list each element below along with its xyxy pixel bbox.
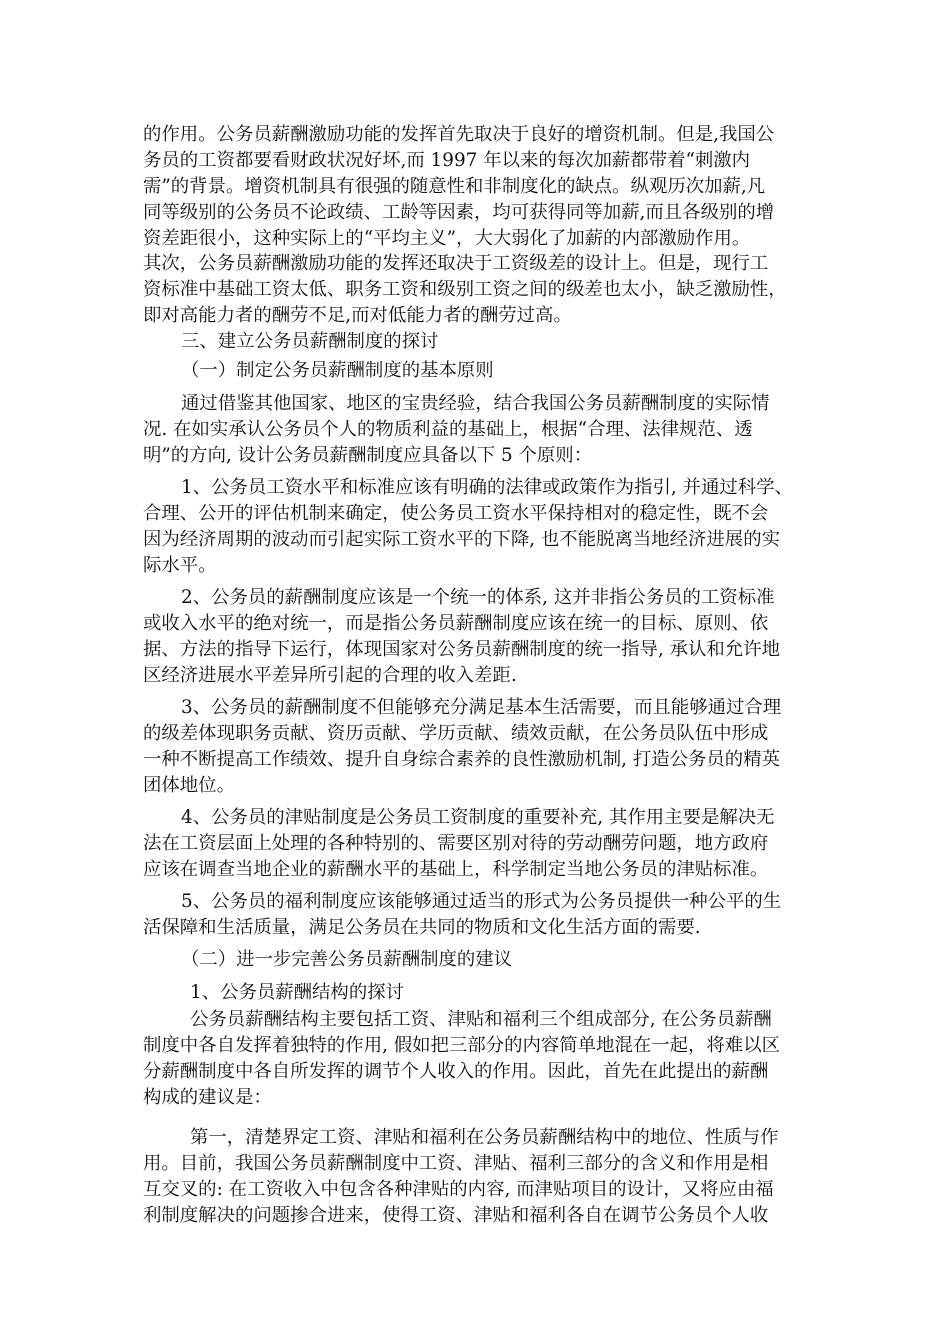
text-line: 应该在调查当地企业的薪酬水平的基础上，科学制定当地公务员的津贴标准。 [143,859,769,880]
text-line: 4、公务员的津贴制度是公务员工资制度的重要补充, 其作用主要是解决无 [181,807,775,828]
section-heading: 三、建立公务员薪酬制度的探讨 [181,331,439,352]
text-line: 同等级别的公务员不论政绩、工龄等因素，均可获得同等加薪,而且各级别的增 [143,202,775,223]
text-line: 况. 在如实承认公务员个人的物质利益的基础上，根据“合理、法律规范、透 [143,419,753,440]
text-line: 其次，公务员薪酬激励功能的发挥还取决于工资级差的设计上。但是，现行工 [143,253,769,274]
text-line: 利制度解决的问题掺合进来，使得工资、津贴和福利各自在调节公务员个人收 [143,1205,769,1226]
text-line: 互交叉的: 在工资收入中包含各种津贴的内容, 而津贴项目的设计，又将应由福 [143,1179,774,1200]
text-line: 制度中各自发挥着独特的作用, 假如把三部分的内容简单地混在一起，将难以区 [143,1035,780,1056]
text-line: 的级差体现职务贡献、资历贡献、学历贡献、绩效贡献，在公务员队伍中形成 [143,723,769,744]
text-line: 法在工资层面上处理的各种特别的、需要区别对待的劳动酬劳问题，地方政府 [143,833,769,854]
text-line: 因为经济周期的波动而引起实际工资水平的下降, 也不能脱离当地经济进展的实 [143,529,780,550]
text-line: 5、公务员的福利制度应该能够通过适当的形式为公务员提供一种公平的生 [181,891,782,912]
text-line: 据、方法的指导下运行，体现国家对公务员薪酬制度的统一指导, 承认和允许地 [143,639,780,660]
text-line: 公务员薪酬结构主要包括工资、津贴和福利三个组成部分, 在公务员薪酬 [190,1009,772,1030]
text-line: 或收入水平的绝对统一，而是指公务员薪酬制度应该在统一的目标、原则、依 [143,613,769,634]
subsection-heading: （一）制定公务员薪酬制度的基本原则 [181,360,494,381]
item-heading: 1、公务员薪酬结构的探讨 [190,982,404,1003]
text-line: 1、公务员工资水平和标准应该有明确的法律或政策作为指引, 并通过科学、 [181,477,793,498]
text-line: 第一，清楚界定工资、津贴和福利在公务员薪酬结构中的地位、性质与作 [190,1127,779,1148]
text-line: 资标准中基础工资太低、职务工资和级别工资之间的级差也太小，缺乏激励性， [143,279,787,300]
text-line: 务员的工资都要看财政状况好坏,而 1997 年以来的每次加薪都带着“刺激内 [143,150,751,171]
text-line: 明”的方向, 设计公务员薪酬制度应具备以下 5 个原则： [143,445,593,466]
text-line: 2、公务员的薪酬制度应该是一个统一的体系, 这并非指公务员的工资标准 [181,587,775,608]
text-line: 际水平。 [143,555,217,576]
text-line: 需”的背景。增资机制具有很强的随意性和非制度化的缺点。纵观历次加薪,凡 [143,176,766,197]
text-line: 用。目前，我国公务员薪酬制度中工资、津贴、福利三部分的含义和作用是相 [143,1153,769,1174]
text-line: 的作用。公务员薪酬激励功能的发挥首先取决于良好的增资机制。但是,我国公 [143,124,775,145]
text-line: 通过借鉴其他国家、地区的宝贵经验，结合我国公务员薪酬制度的实际情 [181,393,770,414]
text-line: 合理、公开的评估机制来确定，使公务员工资水平保持相对的稳定性，既不会 [143,503,769,524]
text-line: 区经济进展水平差异所引起的合理的收入差距. [143,665,517,686]
text-line: 分薪酬制度中各自所发挥的调节个人收入的作用。因此，首先在此提出的薪酬 [143,1061,769,1082]
text-line: 3、公务员的薪酬制度不但能够充分满足基本生活需要，而且能够通过合理 [181,697,782,718]
text-line: 活保障和生活质量，满足公务员在共同的物质和文化生活方面的需要. [143,917,701,938]
text-line: 构成的建议是： [143,1087,272,1108]
text-line: 团体地位。 [143,775,235,796]
subsection-heading: （二）进一步完善公务员薪酬制度的建议 [181,949,513,970]
text-line: 资差距很小，这种实际上的“平均主义”，大大弱化了加薪的内部激励作用。 [143,228,751,249]
text-line: 一种不断提高工作绩效、提升自身综合素养的良性激励机制, 打造公务员的精英 [143,749,780,770]
text-line: 即对高能力者的酬劳不足,而对低能力者的酬劳过高。 [143,305,572,326]
